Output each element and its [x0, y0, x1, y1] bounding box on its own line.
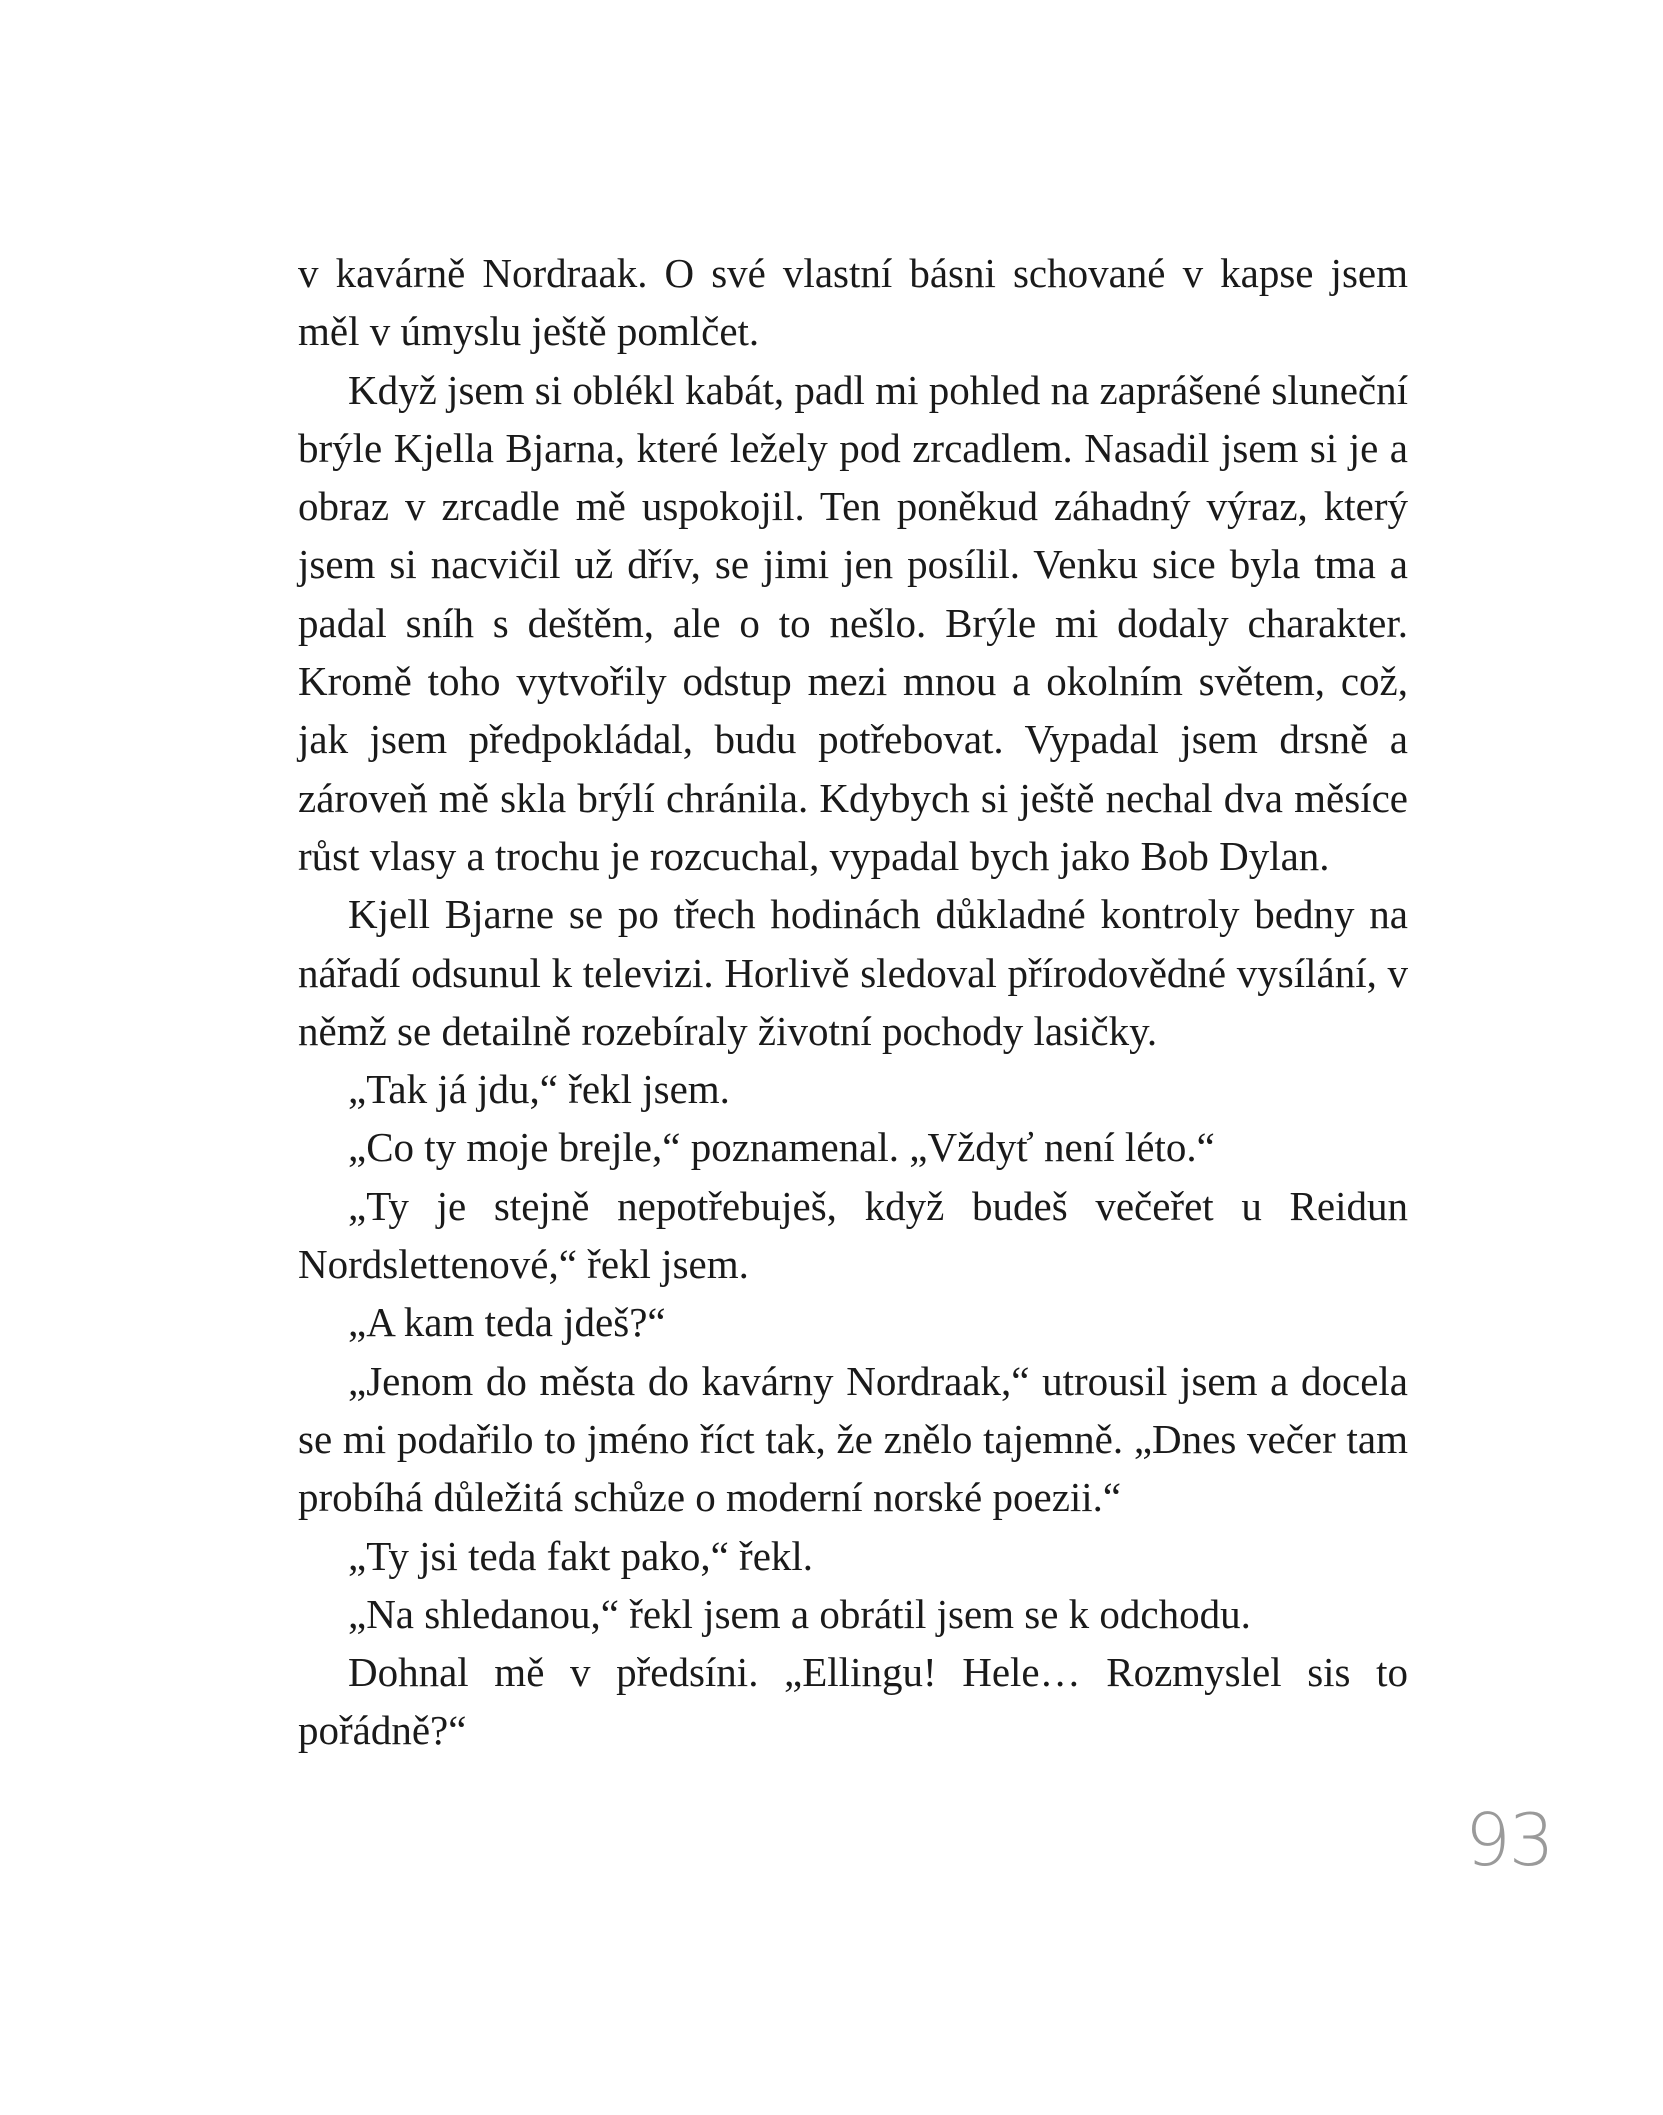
dialogue-line: „Na shledanou,“ řekl jsem a obrátil jsem se k odchodu.: [348, 1590, 1251, 1637]
dialogue-line: Dohnal mě v předsíni. „Ellingu! Hele… Rozmyslel sis to pořádně?“: [298, 1649, 1408, 1754]
dialogue-line: „Tak já jdu,“ řekl jsem.: [348, 1066, 730, 1113]
dialogue-line: „Co ty moje brejle,“ poznamenal. „Vždyť není léto.“: [348, 1124, 1215, 1171]
page-number: 93: [1465, 1798, 1553, 1882]
dialogue-line: „Ty je stejně nepotřebuješ, když budeš večeřet u Reidun Nordslettenové,“ řekl jsem.: [298, 1182, 1408, 1288]
dialogue-line: „Jenom do města do kavárny Nordraak,“ utrousil jsem a docela se mi podařilo to jméno říct tak, že znělo tajemně. „Dnes večer tam probíhá důležitá schůze o moderní norské poezii.“: [298, 1357, 1408, 1521]
paragraph: Když jsem si oblékl kabát, padl mi pohled na zaprášené sluneční brýle Kjella Bjarna, které ležely pod zrcadlem. Nasadil jsem si je a obraz v zrcadle mě uspokojil. Ten poněkud záhadný výraz, který jsem si nacvičil už dřív, se jimi jen posílil. Venku sice byla tma a padal sníh s deštěm, ale o to nešlo. Brýle mi dodaly charakter. Kromě toho vytvořily odstup mezi mnou a okolním světem, což, jak jsem předpokládal, budu potřebovat. Vypadal jsem drsně a zároveň mě skla brýlí chránila. Kdybych si ještě nechal dva měsíce růst vlasy a trochu je rozcuchal, vypadal bych jako Bob Dylan.: [298, 366, 1408, 879]
paragraph: Kjell Bjarne se po třech hodinách důkladné kontroly bedny na nářadí odsunul k televizi. Horlivě sledoval přírodovědné vysílání, v němž se detailně rozebíraly životní pochody lasičky.: [298, 891, 1408, 1054]
dialogue-line: „A kam teda jdeš?“: [348, 1299, 666, 1346]
body-text: [298, 244, 1408, 1760]
dialogue-line: „Ty jsi teda fakt pako,“ řekl.: [348, 1532, 814, 1579]
paragraph-continuation: v kavárně Nordraak. O své vlastní básni schované v kapse jsem měl v úmyslu ještě pomlčet.: [298, 250, 1408, 355]
